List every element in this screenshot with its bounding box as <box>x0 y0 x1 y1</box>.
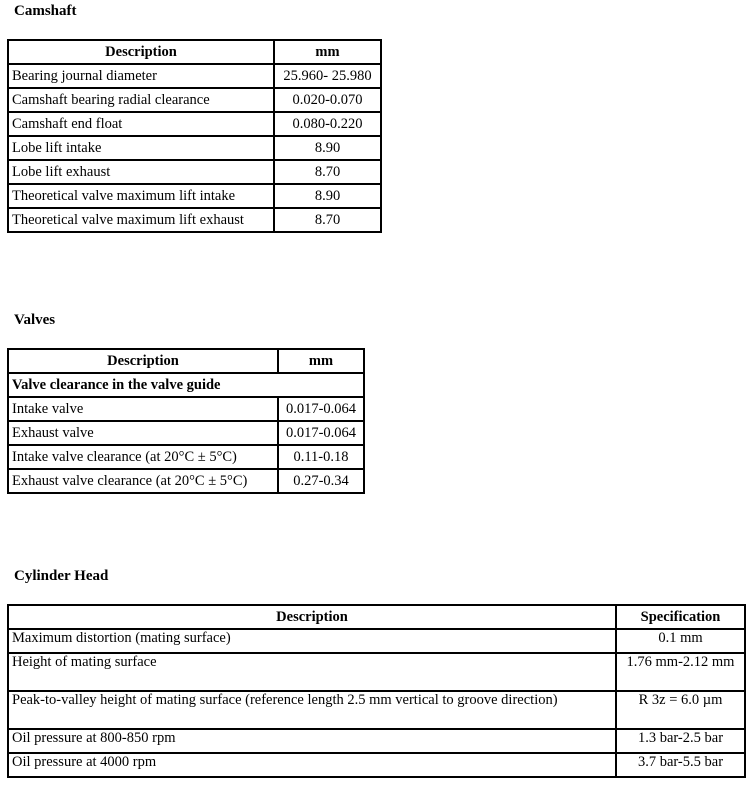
table-header-row <box>8 605 745 629</box>
table-row <box>8 421 364 445</box>
table-row <box>8 653 745 691</box>
valves-title: Valves <box>14 312 56 328</box>
table-row <box>8 112 381 136</box>
row-value: 0.1 mm <box>616 629 745 653</box>
column-header-specification: Specification <box>616 605 745 629</box>
row-description: Theoretical valve maximum lift intake <box>8 184 274 208</box>
row-description: Camshaft end float <box>8 112 274 136</box>
table-row <box>8 208 381 232</box>
row-description: Height of mating surface <box>8 653 616 691</box>
row-value: 25.960- 25.980 <box>274 64 381 88</box>
column-header-description: Description <box>8 40 274 64</box>
table-row <box>8 88 381 112</box>
row-value: 1.76 mm-2.12 mm <box>616 653 745 691</box>
column-header-unit: mm <box>278 349 364 373</box>
row-description: Peak-to-valley height of mating surface (reference length 2.5 mm vertical to groove direction) <box>8 691 616 729</box>
row-value: 1.3 bar-2.5 bar <box>616 729 745 753</box>
table-row <box>8 64 381 88</box>
cylinder-head-table <box>7 604 746 778</box>
row-value: 0.080-0.220 <box>274 112 381 136</box>
table-subheading-row <box>8 373 364 397</box>
camshaft-table <box>7 39 382 233</box>
table-row <box>8 397 364 421</box>
row-description: Bearing journal diameter <box>8 64 274 88</box>
row-value: 8.90 <box>274 136 381 160</box>
row-value: 3.7 bar-5.5 bar <box>616 753 745 777</box>
table-row <box>8 753 745 777</box>
table-row <box>8 184 381 208</box>
table-row <box>8 729 745 753</box>
row-value: 8.90 <box>274 184 381 208</box>
row-description: Oil pressure at 4000 rpm <box>8 753 616 777</box>
table-row <box>8 691 745 729</box>
valves-table <box>7 348 365 494</box>
row-value: 0.020-0.070 <box>274 88 381 112</box>
row-description: Lobe lift exhaust <box>8 160 274 184</box>
column-header-description: Description <box>8 349 278 373</box>
cylinder-head-title: Cylinder Head <box>14 568 109 584</box>
row-description: Maximum distortion (mating surface) <box>8 629 616 653</box>
table-row <box>8 136 381 160</box>
table-row <box>8 469 364 493</box>
column-header-unit: mm <box>274 40 381 64</box>
row-value: 0.27-0.34 <box>278 469 364 493</box>
table-header-row <box>8 40 381 64</box>
row-description: Oil pressure at 800-850 rpm <box>8 729 616 753</box>
camshaft-title: Camshaft <box>14 3 77 19</box>
table-row <box>8 629 745 653</box>
table-row <box>8 445 364 469</box>
row-description: Exhaust valve <box>8 421 278 445</box>
row-description: Camshaft bearing radial clearance <box>8 88 274 112</box>
row-value: 0.017-0.064 <box>278 421 364 445</box>
row-description: Lobe lift intake <box>8 136 274 160</box>
row-description: Exhaust valve clearance (at 20°C ± 5°C) <box>8 469 278 493</box>
valve-guide-subheading: Valve clearance in the valve guide <box>8 373 364 397</box>
table-row <box>8 160 381 184</box>
row-description: Intake valve clearance (at 20°C ± 5°C) <box>8 445 278 469</box>
column-header-description: Description <box>8 605 616 629</box>
row-value: 8.70 <box>274 208 381 232</box>
row-value: 0.017-0.064 <box>278 397 364 421</box>
row-value: R 3z = 6.0 µm <box>616 691 745 729</box>
row-value: 8.70 <box>274 160 381 184</box>
row-description: Theoretical valve maximum lift exhaust <box>8 208 274 232</box>
row-description: Intake valve <box>8 397 278 421</box>
row-value: 0.11-0.18 <box>278 445 364 469</box>
table-header-row <box>8 349 364 373</box>
